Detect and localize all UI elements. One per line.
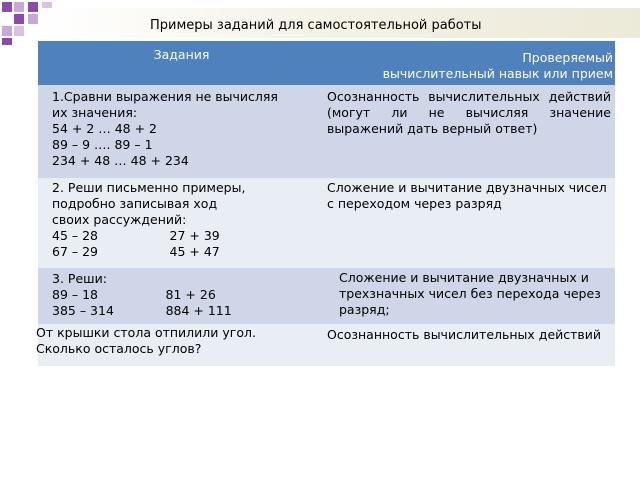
row2-task-line: 45 – 28 27 + 39 <box>52 228 220 243</box>
row1-task-line: 1.Сравни выражения не вычисляя <box>52 89 278 104</box>
header-tasks-label: Задания <box>153 47 210 62</box>
header-skill-line2: вычислительный навык или прием <box>382 66 613 81</box>
row2-task-line: 67 – 29 45 + 47 <box>52 244 220 259</box>
row1-task-line: 54 + 2 … 48 + 2 <box>52 121 158 136</box>
header-skill <box>325 41 615 85</box>
row1-skill <box>325 85 615 178</box>
row1-task-line: 89 – 9 …. 89 – 1 <box>52 137 153 152</box>
row3-task-line: 89 – 18 81 + 26 <box>52 287 216 302</box>
row2-task-line: подробно записывая ход <box>52 196 218 211</box>
row3-task-line: 385 – 314 884 + 111 <box>52 303 232 318</box>
header-tasks <box>38 41 325 85</box>
row4-skill <box>325 324 615 366</box>
row4-task-line: Сколько осталось углов? <box>36 341 202 356</box>
page-title: Примеры заданий для самостоятельной работы <box>150 18 482 33</box>
row3-skill <box>325 268 615 324</box>
row2-skill-text: Сложение и вычитание двузначных чисел с переходом через разряд <box>327 180 607 211</box>
row1-task-line: 234 + 48 … 48 + 234 <box>52 153 189 168</box>
row1-task-line: их значения: <box>52 105 138 120</box>
row3-task <box>38 268 325 324</box>
row2-skill <box>325 178 615 268</box>
row1-task <box>38 85 325 178</box>
row4-task-text <box>36 325 326 357</box>
header-skill-line1: Проверяемый <box>522 50 613 65</box>
row2-task-line: 2. Реши письменно примеры, <box>52 180 246 195</box>
row3-task-line: 3. Реши: <box>52 271 107 286</box>
row2-task-line: своих рассуждений: <box>52 212 187 227</box>
row1-skill-text: Осознанность вычислительных действий (могут ли не вычисляя значение выражений дать верный ответ) <box>327 89 611 136</box>
row2-task <box>38 178 325 268</box>
row4-task-line: От крышки стола отпилили угол. <box>36 325 256 340</box>
row4-skill-text: Осознанность вычислительных действий <box>327 327 602 342</box>
row3-skill-text: Сложение и вычитание двузначных и трехзначных чисел без перехода через разряд; <box>339 270 601 317</box>
